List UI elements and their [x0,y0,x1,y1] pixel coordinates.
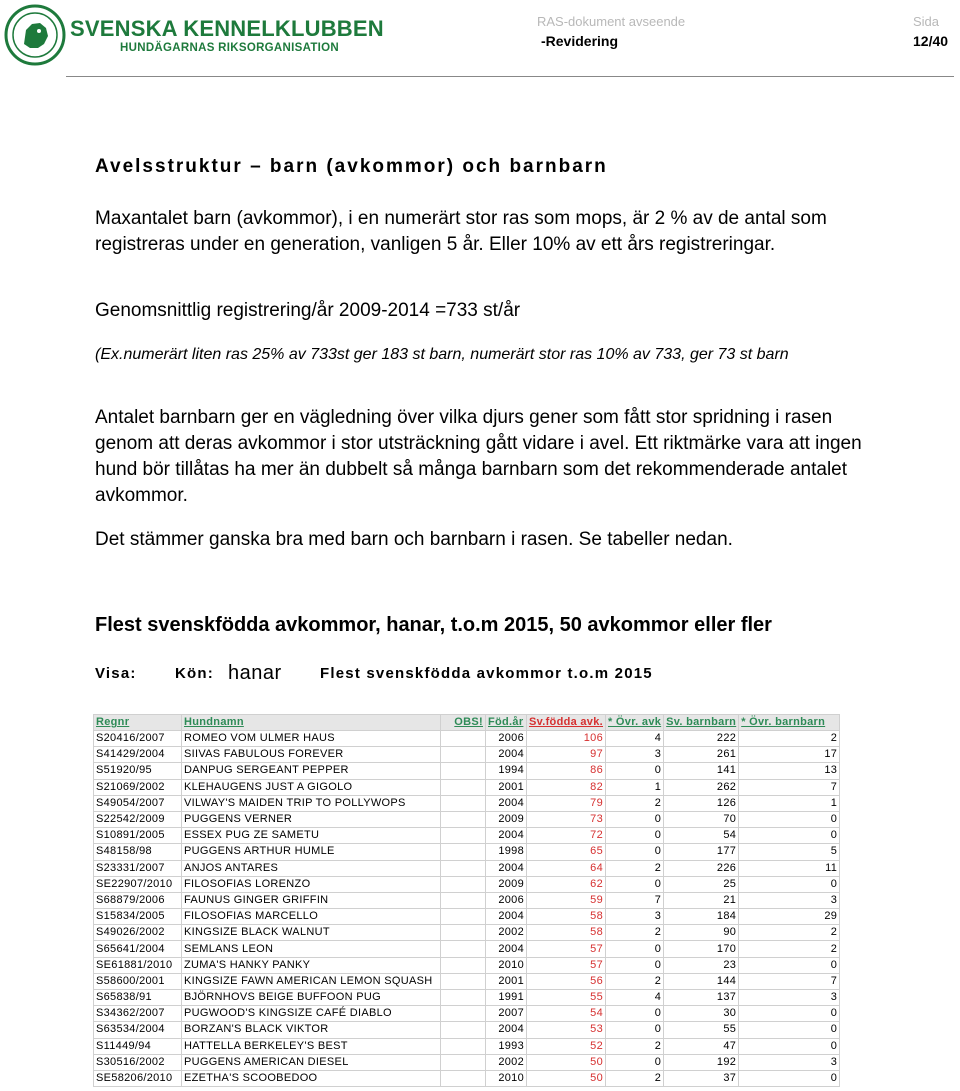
col-hundnamn[interactable]: Hundnamn [182,715,441,731]
cell-regnr: S10891/2005 [94,828,182,844]
cell-ovr-avk: 0 [606,1006,664,1022]
cell-ovr-avk: 4 [606,731,664,747]
cell-ovr-avk: 3 [606,909,664,925]
doc-status: -Revidering [541,33,619,49]
cell-regnr: S11449/94 [94,1038,182,1054]
cell-ovr-avk: 2 [606,973,664,989]
cell-regnr: S22542/2009 [94,811,182,827]
cell-sv-fodda-avk: 106 [527,731,606,747]
cell-ovr-barnbarn: 29 [739,909,840,925]
cell-obs [441,941,486,957]
cell-fodar: 2006 [486,731,527,747]
col-fodar[interactable]: Föd.år [486,715,527,731]
table-row [94,860,840,876]
org-subtitle: HUNDÄGARNAS RIKSORGANISATION [120,42,340,54]
paragraph-grandchildren: Antalet barnbarn ger en vägledning över vilka djurs gener som fått stor spridning i rasen genom att deras avkommor i stor utsträckning gått vidare i avel. Ett riktmärke vara att ingen hund bör tillåtas ha mer än dubbelt så många barnbarn som det rekommenderade antalet avkommor. [95,407,862,506]
cell-ovr-barnbarn: 3 [739,1054,840,1070]
cell-obs [441,1054,486,1070]
cell-regnr: S58600/2001 [94,973,182,989]
cell-hundnamn[interactable]: FILOSOFIAS MARCELLO [182,909,441,925]
cell-obs [441,795,486,811]
cell-fodar: 1991 [486,990,527,1006]
cell-fodar: 2004 [486,941,527,957]
cell-ovr-avk: 0 [606,876,664,892]
cell-sv-barnbarn: 126 [664,795,739,811]
table-row [94,779,840,795]
cell-regnr: S20416/2007 [94,731,182,747]
cell-ovr-barnbarn: 0 [739,1070,840,1086]
cell-sv-fodda-avk: 64 [527,860,606,876]
table-row [94,1022,840,1038]
cell-fodar: 2001 [486,779,527,795]
doc-type: RAS-dokument avseende [537,14,686,29]
table-row [94,909,840,925]
table-row [94,1006,840,1022]
cell-regnr: S65641/2004 [94,941,182,957]
table-body [94,731,840,1087]
cell-ovr-avk: 0 [606,828,664,844]
cell-obs [441,731,486,747]
page-number: 12/40 [913,33,949,49]
cell-fodar: 2009 [486,811,527,827]
cell-obs [441,1038,486,1054]
cell-sv-barnbarn: 54 [664,828,739,844]
cell-obs [441,747,486,763]
cell-regnr: S34362/2007 [94,1006,182,1022]
cell-fodar: 2004 [486,747,527,763]
cell-sv-fodda-avk: 79 [527,795,606,811]
cell-sv-barnbarn: 177 [664,844,739,860]
cell-obs [441,957,486,973]
cell-ovr-avk: 7 [606,892,664,908]
cell-sv-barnbarn: 37 [664,1070,739,1086]
cell-regnr: SE22907/2010 [94,876,182,892]
cell-sv-fodda-avk: 97 [527,747,606,763]
cell-ovr-barnbarn: 0 [739,876,840,892]
cell-fodar: 1998 [486,844,527,860]
table-row [94,1038,840,1054]
cell-regnr: SE58206/2010 [94,1070,182,1086]
table-row [94,795,840,811]
col-sv-fodda-avk[interactable]: Sv.födda avk. [527,715,606,731]
cell-hundnamn[interactable]: DANPUG SERGEANT PEPPER [182,763,441,779]
cell-regnr: S49054/2007 [94,795,182,811]
cell-obs [441,763,486,779]
cell-ovr-avk: 4 [606,990,664,1006]
cell-hundnamn[interactable]: ZUMA'S HANKY PANKY [182,957,441,973]
cell-obs [441,1006,486,1022]
page-label: Sida [913,14,940,29]
kon-label: Kön: [175,665,214,682]
cell-hundnamn[interactable]: KINGSIZE BLACK WALNUT [182,925,441,941]
org-name: SVENSKA KENNELKLUBBEN [70,16,384,41]
cell-hundnamn[interactable]: SIIVAS FABULOUS FOREVER [182,747,441,763]
cell-regnr: SE61881/2010 [94,957,182,973]
cell-sv-barnbarn: 226 [664,860,739,876]
cell-fodar: 2010 [486,1070,527,1086]
table-row [94,763,840,779]
cell-ovr-barnbarn: 1 [739,795,840,811]
table-row [94,844,840,860]
page-header [0,0,960,80]
cell-ovr-barnbarn: 5 [739,844,840,860]
cell-fodar: 2004 [486,909,527,925]
cell-sv-fodda-avk: 55 [527,990,606,1006]
col-sv-barnbarn[interactable]: Sv. barnbarn [664,715,739,731]
cell-sv-fodda-avk: 53 [527,1022,606,1038]
cell-ovr-barnbarn: 2 [739,941,840,957]
cell-regnr: S49026/2002 [94,925,182,941]
cell-sv-fodda-avk: 59 [527,892,606,908]
cell-sv-fodda-avk: 58 [527,925,606,941]
cell-sv-fodda-avk: 73 [527,811,606,827]
cell-sv-barnbarn: 30 [664,1006,739,1022]
col-obs[interactable]: OBS! [441,715,486,731]
cell-sv-barnbarn: 47 [664,1038,739,1054]
cell-fodar: 2002 [486,925,527,941]
cell-obs [441,925,486,941]
cell-hundnamn[interactable]: BJÖRNHOVS BEIGE BUFFOON PUG [182,990,441,1006]
cell-hundnamn[interactable]: ESSEX PUG ZE SAMETU [182,828,441,844]
table-header-row [94,715,840,731]
cell-ovr-barnbarn: 11 [739,860,840,876]
cell-obs [441,844,486,860]
skk-logo-icon [4,4,66,66]
cell-sv-fodda-avk: 54 [527,1006,606,1022]
cell-ovr-avk: 0 [606,1022,664,1038]
cell-hundnamn[interactable]: EZETHA'S SCOOBEDOO [182,1070,441,1086]
cell-sv-barnbarn: 90 [664,925,739,941]
cell-ovr-barnbarn: 0 [739,1022,840,1038]
cell-sv-fodda-avk: 50 [527,1070,606,1086]
cell-fodar: 2004 [486,1022,527,1038]
cell-sv-fodda-avk: 86 [527,763,606,779]
cell-hundnamn[interactable]: ANJOS ANTARES [182,860,441,876]
cell-sv-barnbarn: 55 [664,1022,739,1038]
cell-regnr: S63534/2004 [94,1022,182,1038]
cell-regnr: S41429/2004 [94,747,182,763]
offspring-table [93,714,840,1087]
cell-ovr-barnbarn: 3 [739,892,840,908]
cell-ovr-avk: 2 [606,795,664,811]
table-row [94,731,840,747]
cell-regnr: S15834/2005 [94,909,182,925]
cell-sv-barnbarn: 222 [664,731,739,747]
cell-obs [441,876,486,892]
cell-obs [441,892,486,908]
cell-hundnamn[interactable]: SEMLANS LEON [182,941,441,957]
cell-ovr-barnbarn: 13 [739,763,840,779]
cell-ovr-avk: 0 [606,1054,664,1070]
cell-fodar: 2002 [486,1054,527,1070]
table-row [94,973,840,989]
header-divider [66,76,954,77]
cell-fodar: 2004 [486,860,527,876]
cell-regnr: S21069/2002 [94,779,182,795]
cell-ovr-avk: 0 [606,763,664,779]
cell-ovr-avk: 1 [606,779,664,795]
col-regnr[interactable]: Regnr [94,715,182,731]
cell-sv-fodda-avk: 50 [527,1054,606,1070]
cell-obs [441,779,486,795]
cell-fodar: 2010 [486,957,527,973]
table-row [94,876,840,892]
cell-fodar: 2006 [486,892,527,908]
cell-ovr-avk: 2 [606,1038,664,1054]
cell-sv-barnbarn: 262 [664,779,739,795]
cell-obs [441,909,486,925]
cell-fodar: 2004 [486,795,527,811]
cell-hundnamn[interactable]: KLEHAUGENS JUST A GIGOLO [182,779,441,795]
table-row [94,1070,840,1086]
cell-ovr-avk: 0 [606,941,664,957]
cell-fodar: 2009 [486,876,527,892]
cell-sv-barnbarn: 70 [664,811,739,827]
cell-hundnamn[interactable]: PUGGENS AMERICAN DIESEL [182,1054,441,1070]
cell-sv-barnbarn: 261 [664,747,739,763]
cell-hundnamn[interactable]: ROMEO VOM ULMER HAUS [182,731,441,747]
cell-obs [441,1022,486,1038]
cell-sv-barnbarn: 192 [664,1054,739,1070]
table-row [94,747,840,763]
cell-ovr-barnbarn: 0 [739,1038,840,1054]
cell-ovr-barnbarn: 7 [739,779,840,795]
cell-sv-barnbarn: 25 [664,876,739,892]
cell-sv-fodda-avk: 58 [527,909,606,925]
table-row [94,957,840,973]
table-row [94,828,840,844]
cell-ovr-barnbarn: 7 [739,973,840,989]
cell-sv-fodda-avk: 62 [527,876,606,892]
section-title: Avelsstruktur – barn (avkommor) och barnbarn [95,156,608,177]
cell-sv-barnbarn: 137 [664,990,739,1006]
cell-sv-fodda-avk: 65 [527,844,606,860]
paragraph-example: (Ex.numerärt liten ras 25% av 733st ger 183 st barn, numerärt stor ras 10% av 733, ger 73 st barn [95,346,789,363]
cell-sv-fodda-avk: 72 [527,828,606,844]
cell-obs [441,1070,486,1086]
cell-ovr-barnbarn: 0 [739,957,840,973]
cell-sv-barnbarn: 21 [664,892,739,908]
cell-obs [441,990,486,1006]
cell-ovr-avk: 2 [606,925,664,941]
cell-sv-fodda-avk: 57 [527,941,606,957]
cell-ovr-avk: 2 [606,1070,664,1086]
visa-label: Visa: [95,665,137,682]
cell-fodar: 1993 [486,1038,527,1054]
cell-hundnamn[interactable]: PUGWOOD'S KINGSIZE CAFÉ DIABLO [182,1006,441,1022]
paragraph-avg-registration: Genomsnittlig registrering/år 2009-2014 =733 st/år [95,300,521,321]
cell-ovr-barnbarn: 17 [739,747,840,763]
cell-ovr-avk: 0 [606,844,664,860]
cell-hundnamn[interactable]: FILOSOFIAS LORENZO [182,876,441,892]
table-row [94,990,840,1006]
cell-ovr-avk: 0 [606,811,664,827]
cell-fodar: 2007 [486,1006,527,1022]
cell-obs [441,828,486,844]
table-row [94,925,840,941]
kon-value: hanar [228,662,282,684]
cell-ovr-barnbarn: 3 [739,990,840,1006]
cell-hundnamn[interactable]: KINGSIZE FAWN AMERICAN LEMON SQUASH [182,973,441,989]
cell-sv-barnbarn: 170 [664,941,739,957]
paragraph-summary: Det stämmer ganska bra med barn och barnbarn i rasen. Se tabeller nedan. [95,529,733,550]
cell-sv-fodda-avk: 82 [527,779,606,795]
cell-regnr: S51920/95 [94,763,182,779]
cell-ovr-avk: 3 [606,747,664,763]
filter-description: Flest svenskfödda avkommor t.o.m 2015 [320,665,653,682]
table-row [94,892,840,908]
cell-hundnamn[interactable]: PUGGENS ARTHUR HUMLE [182,844,441,860]
cell-sv-barnbarn: 184 [664,909,739,925]
table-row [94,941,840,957]
cell-fodar: 2001 [486,973,527,989]
col-ovr-barnbarn[interactable]: * Övr. barnbarn [739,715,840,731]
cell-ovr-avk: 0 [606,957,664,973]
cell-sv-fodda-avk: 52 [527,1038,606,1054]
table-row [94,1054,840,1070]
cell-obs [441,811,486,827]
cell-sv-barnbarn: 141 [664,763,739,779]
cell-hundnamn[interactable]: BORZAN'S BLACK VIKTOR [182,1022,441,1038]
cell-hundnamn[interactable]: PUGGENS VERNER [182,811,441,827]
table-heading: Flest svenskfödda avkommor, hanar, t.o.m 2015, 50 avkommor eller fler [95,614,772,636]
cell-sv-fodda-avk: 57 [527,957,606,973]
cell-regnr: S30516/2002 [94,1054,182,1070]
cell-ovr-barnbarn: 0 [739,811,840,827]
cell-ovr-barnbarn: 2 [739,731,840,747]
cell-fodar: 1994 [486,763,527,779]
cell-hundnamn[interactable]: VILWAY'S MAIDEN TRIP TO POLLYWOPS [182,795,441,811]
cell-ovr-barnbarn: 0 [739,1006,840,1022]
cell-sv-fodda-avk: 56 [527,973,606,989]
cell-sv-barnbarn: 23 [664,957,739,973]
cell-regnr: S65838/91 [94,990,182,1006]
cell-obs [441,973,486,989]
cell-ovr-barnbarn: 0 [739,828,840,844]
cell-sv-barnbarn: 144 [664,973,739,989]
cell-regnr: S68879/2006 [94,892,182,908]
cell-hundnamn[interactable]: FAUNUS GINGER GRIFFIN [182,892,441,908]
table-row [94,811,840,827]
cell-regnr: S48158/98 [94,844,182,860]
cell-ovr-barnbarn: 2 [739,925,840,941]
col-ovr-avk[interactable]: * Övr. avk [606,715,664,731]
cell-fodar: 2004 [486,828,527,844]
cell-obs [441,860,486,876]
paragraph-max-offspring: Maxantalet barn (avkommor), i en numerärt stor ras som mops, är 2 % av de antal som registreras under en generation, vanligen 5 år. Eller 10% av ett års registreringar. [95,208,827,255]
cell-regnr: S23331/2007 [94,860,182,876]
cell-hundnamn[interactable]: HATTELLA BERKELEY'S BEST [182,1038,441,1054]
cell-ovr-avk: 2 [606,860,664,876]
